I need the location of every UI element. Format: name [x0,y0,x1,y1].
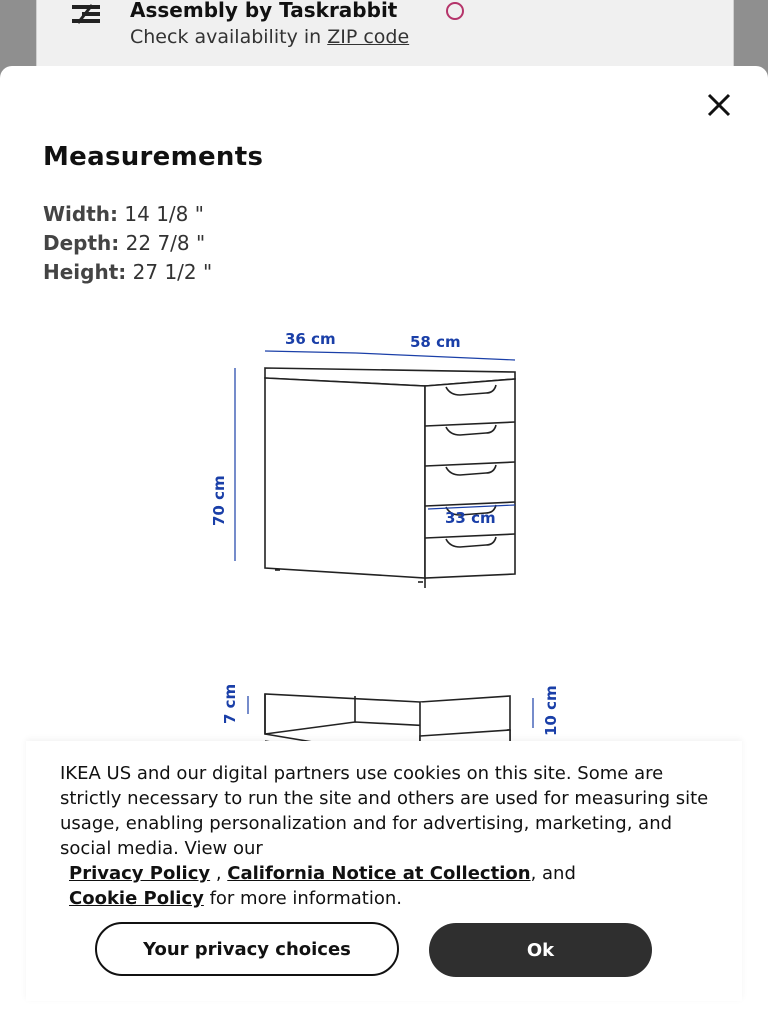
dim-drawer-width-label: 33 cm [445,509,496,527]
cookie-banner [26,741,742,1001]
depth-label: Depth: [43,231,120,255]
cookie-links-line [60,861,710,886]
cookie-sep-2: , and [530,863,576,884]
assembly-status-circle-icon [446,2,464,20]
depth-row [43,229,212,258]
zip-code-link[interactable]: ZIP code [327,26,410,48]
dim-depth-label: 58 cm [410,333,461,351]
assembly-title: Assembly by Taskrabbit [130,0,398,22]
width-value: 14 1/8 " [118,202,204,226]
privacy-policy-link[interactable]: Privacy Policy [69,863,211,884]
ok-button[interactable]: Ok [429,923,652,977]
width-label: Width: [43,202,119,226]
depth-value: 22 7/8 " [119,231,206,255]
modal-title: Measurements [43,142,264,172]
california-notice-link[interactable]: California Notice at Collection [227,863,531,884]
cookie-text [60,761,710,911]
cookie-sep-1: , [210,863,228,884]
privacy-choices-button[interactable]: Your privacy choices [95,922,399,976]
availability-prefix: Check availability in [130,26,328,48]
dim-height-label: 70 cm [210,475,228,526]
assembly-availability [130,26,409,48]
measurement-list [43,200,212,287]
cookie-policy-link[interactable]: Cookie Policy [69,888,204,909]
height-row [43,258,212,287]
width-row [43,200,212,229]
cookie-policy-line [60,886,710,911]
assembly-tools-icon [70,2,106,26]
cookie-description: IKEA US and our digital partners use cookies on this site. Some are strictly necessary to run the site and others are used for measuring site usage, enabling personalization and for advertising, marketing, and social media. View our [60,763,709,859]
dim-width-label: 36 cm [285,330,336,348]
height-value: 27 1/2 " [126,260,213,284]
dim-drawer-front-height-label: 10 cm [542,685,560,736]
close-icon [704,90,734,120]
height-label: Height: [43,260,127,284]
measurement-diagram [180,316,600,746]
dim-drawer-inner-height-label: 7 cm [221,683,239,724]
cookie-suffix: for more information. [203,888,403,909]
close-button[interactable] [704,90,734,120]
